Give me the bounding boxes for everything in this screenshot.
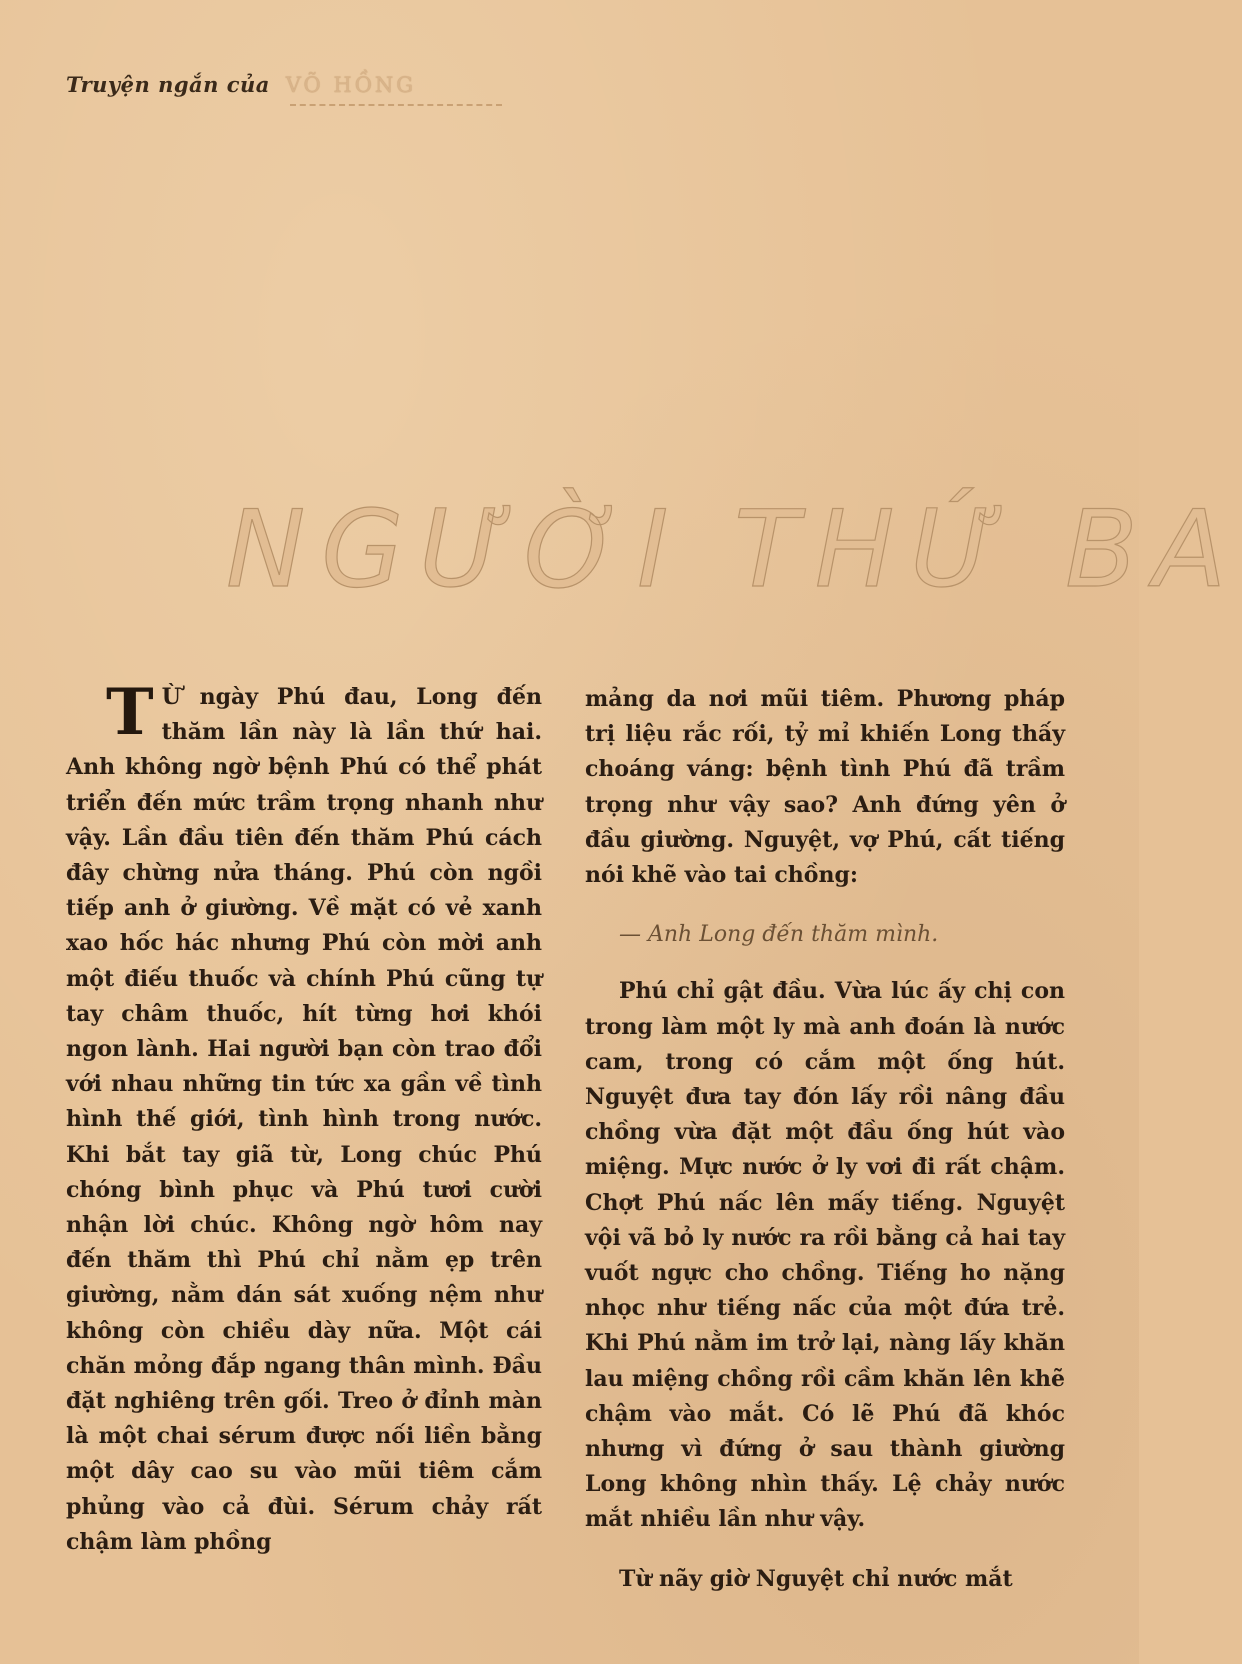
story-title: NGƯỜI THỨ BA — [226, 488, 1242, 611]
right-column — [585, 682, 1065, 1597]
drop-cap: T — [106, 675, 154, 750]
opening-paragraph — [66, 675, 542, 1560]
byline — [66, 72, 416, 97]
byline-rule — [290, 104, 502, 106]
right-paragraph-1: mảng da nơi mũi tiêm. Phương pháp trị liệu rắc rối, tỷ mỉ khiến Long thấy choáng váng: bệnh tình Phú đã trầm trọng như vậy sao? Anh đứng yên ở đầu giường. Nguyệt, vợ Phú, cất tiếng nói khẽ vào tai chồng: — [585, 686, 1065, 889]
right-paragraph-2: Phú chỉ gật đầu. Vừa lúc ấy chị con trong làm một ly mà anh đoán là nước cam, trong có cắm một ống hút. Nguyệt đưa tay đón lấy rồi nâng đầu chồng vừa đặt một đầu ống hút vào miệng. Mực nước ở ly vơi đi rất chậm. Chợt Phú nấc lên mấy tiếng. Nguyệt vội vã bỏ ly nước ra rồi bằng cả hai tay vuốt ngực cho chồng. Tiếng ho nặng nhọc như tiếng nấc của một đứa trẻ. Khi Phú nằm im trở lại, nàng lấy khăn lau miệng chồng rồi cầm khăn lên khẽ chậm vào mắt. Có lẽ Phú đã khóc nhưng vì đứng ở sau thành giường Long không nhìn thấy. Lệ chảy nước mắt nhiều lần như vậy. — [585, 978, 1065, 1533]
left-column-text: Ừ ngày Phú đau, Long đến thăm lần này là lần thứ hai. Anh không ngờ bệnh Phú có thể phát triển đến mức trầm trọng nhanh như vậy. Lần đầu tiên đến thăm Phú cách đây chừng nửa tháng. Phú còn ngồi tiếp anh ở giường. Về mặt có vẻ xanh xao hốc hác nhưng Phú còn mời anh một điếu thuốc và chính Phú cũng tự tay châm thuốc, hít từng hơi khói ngon lành. Hai người bạn còn trao đổi với nhau những tin tức xa gần về tình hình thế giới, tình hình trong nước. Khi bắt tay giã từ, Long chúc Phú chóng bình phục và Phú tươi cười nhận lời chúc. Không ngờ hôm nay đến thăm thì Phú chỉ nằm ẹp trên giường, nằm dán sát xuống nệm như không còn chiều dày nữa. Một cái chăn mỏng đắp ngang thân mình. Đầu đặt nghiêng trên gối. Treo ở đỉnh màn là một chai sérum được nối liền bằng một dây cao su vào mũi tiêm cắm phủng vào cả đùi. Sérum chảy rất chậm làm phồng — [66, 684, 542, 1555]
author-name: VÕ HỒNG — [285, 73, 417, 97]
left-column — [66, 675, 542, 1560]
right-paragraph-3: Từ nãy giờ Nguyệt chỉ nước mắt — [619, 1565, 1013, 1592]
byline-prefix: Truyện ngắn của — [66, 72, 270, 97]
dialogue-line: — Anh Long đến thăm mình. — [619, 922, 939, 948]
